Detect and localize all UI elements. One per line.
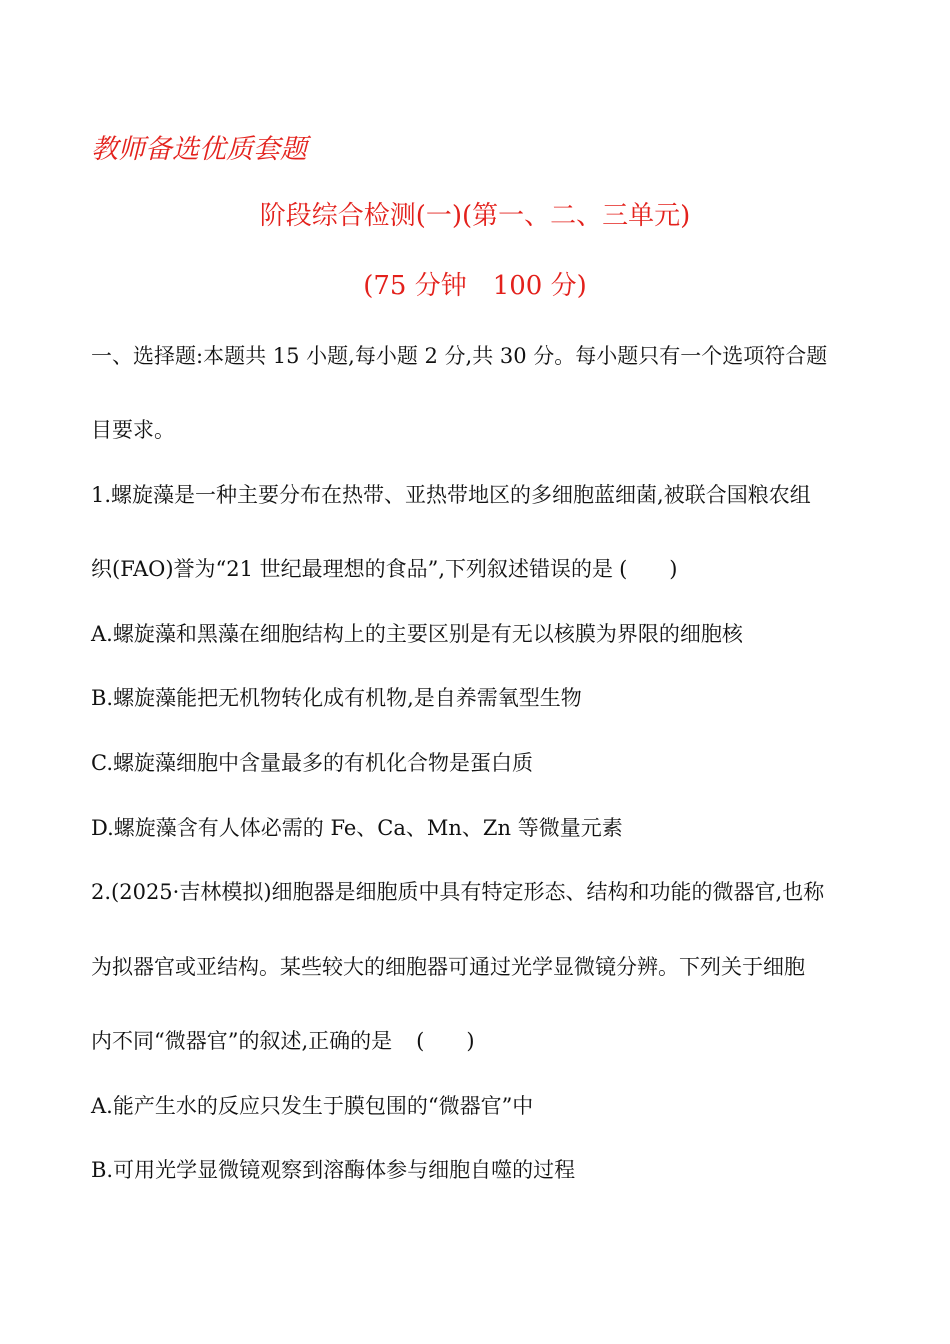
q1-option-c: C.螺旋藻细胞中含量最多的有机化合物是蛋白质 — [91, 751, 533, 775]
header-tag: 教师备选优质套题 — [91, 134, 307, 165]
q1-stem-text: 织(FAO)誉为“21 世纪最理想的食品”,下列叙述错误的是 — [91, 557, 614, 581]
page-subtitle: (75 分钟 100 分) — [363, 271, 587, 301]
page-title: 阶段综合检测(一)(第一、二、三单元) — [259, 201, 691, 231]
q2-option-a: A.能产生水的反应只发生于膜包围的“微器官”中 — [91, 1094, 534, 1118]
q1-stem-line-1: 1.螺旋藻是一种主要分布在热带、亚热带地区的多细胞蓝细菌,被联合国粮农组 — [91, 483, 811, 507]
q1-stem-line-2 — [91, 554, 677, 584]
q1-option-a: A.螺旋藻和黑藻在细胞结构上的主要区别是有无以核膜为界限的细胞核 — [91, 622, 743, 646]
q1-option-b: B.螺旋藻能把无机物转化成有机物,是自养需氧型生物 — [91, 686, 582, 710]
section-line-1: 一、选择题:本题共 15 小题,每小题 2 分,共 30 分。每小题只有一个选项符合题 — [91, 344, 828, 368]
q1-answer-blank: ( ) — [619, 557, 678, 581]
q2-stem-line-1: 2.(2025·吉林模拟)细胞器是细胞质中具有特定形态、结构和功能的微器官,也称 — [91, 880, 825, 904]
q2-stem-text: 内不同“微器官”的叙述,正确的是 — [91, 1029, 393, 1053]
q2-option-b: B.可用光学显微镜观察到溶酶体参与细胞自噬的过程 — [91, 1158, 576, 1182]
section-line-2: 目要求。 — [91, 418, 175, 442]
q2-answer-blank: ( ) — [416, 1029, 475, 1053]
q1-option-d: D.螺旋藻含有人体必需的 Fe、Ca、Mn、Zn 等微量元素 — [91, 816, 623, 840]
q2-stem-line-3 — [91, 1026, 475, 1056]
q2-stem-line-2: 为拟器官或亚结构。某些较大的细胞器可通过光学显微镜分辨。下列关于细胞 — [91, 955, 805, 979]
